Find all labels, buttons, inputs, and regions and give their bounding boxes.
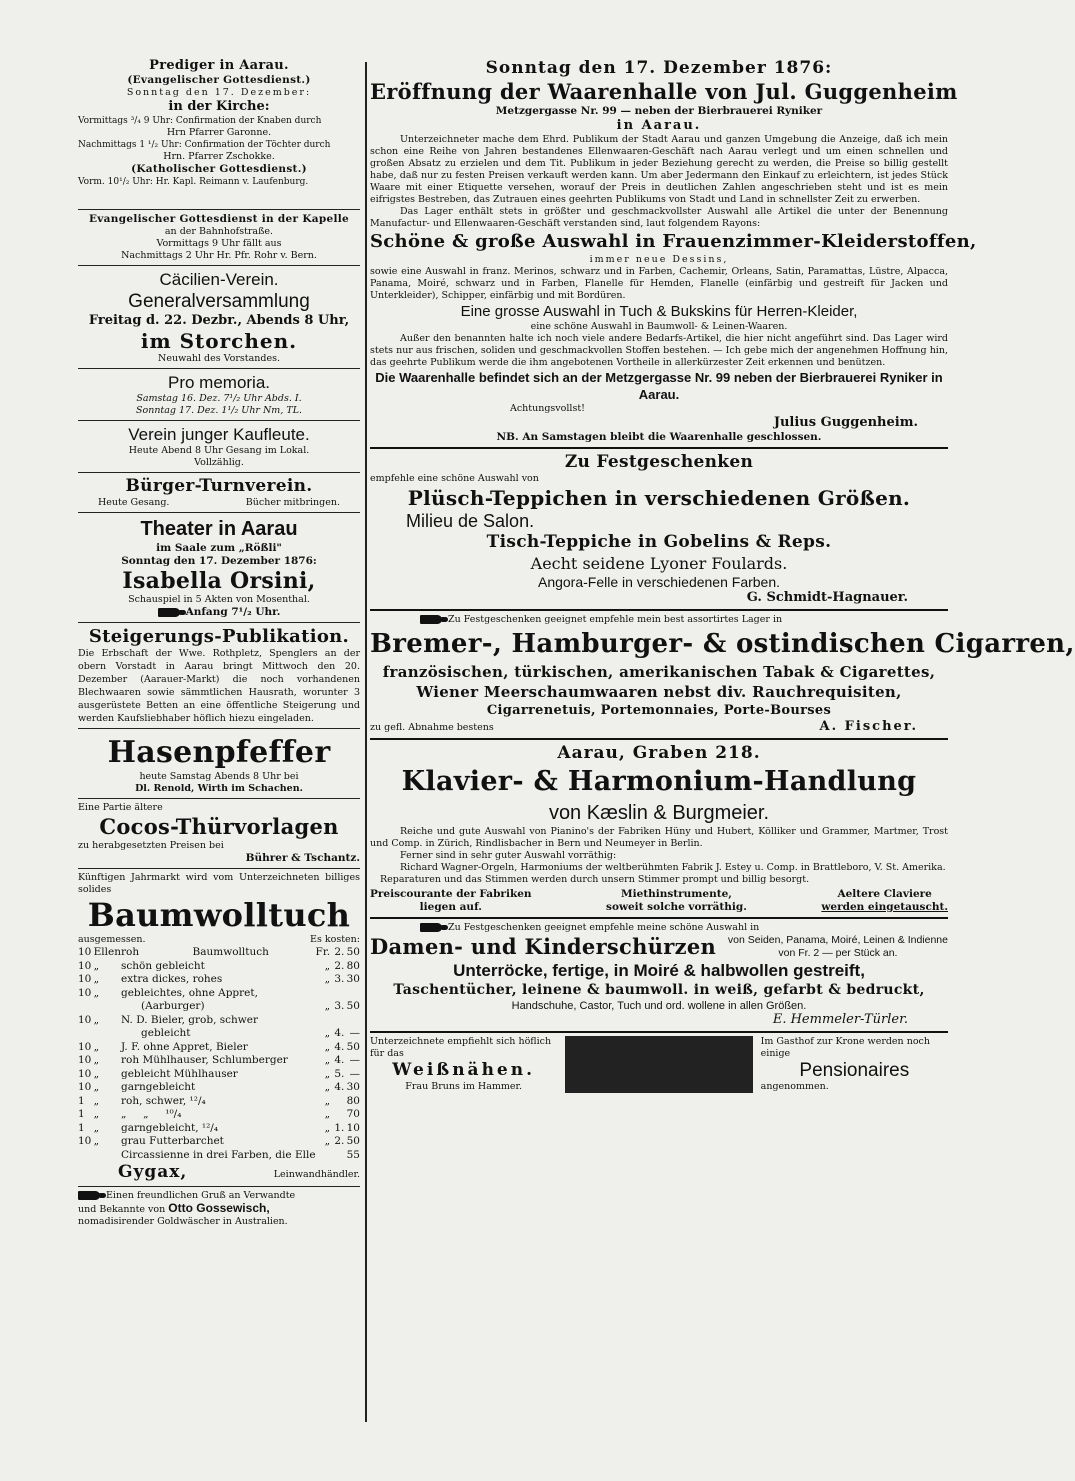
divider <box>78 368 360 369</box>
pointing-hand-icon <box>158 608 180 617</box>
baumwoll-head-left: ausgemessen. <box>78 934 146 945</box>
price-cell-d: roh, schwer, ¹²/₄ <box>121 1094 206 1107</box>
theater-line1: im Saale zum „Rößli" <box>156 542 282 554</box>
bottom-ads <box>370 1036 948 1093</box>
sermon-line3: Vorm. 10¹/₂ Uhr: Hr. Kapl. Reimann v. Laufenburg. <box>78 177 309 187</box>
sermon-line1: Vormittags ³/₄ 9 Uhr: Confirmation der Knaben durch <box>78 116 322 126</box>
sermon-line1b: Hrn Pfarrer Garonne. <box>166 127 272 138</box>
price-cell-s: 50 <box>346 1040 360 1053</box>
theater-line2: Sonntag den 17. Dezember 1876: <box>121 555 317 567</box>
price-cell-p <box>330 1149 344 1163</box>
price-cell-p <box>330 1014 344 1028</box>
price-cell-s: — <box>349 1067 360 1080</box>
hasen-line1: heute Samstag Abends 8 Uhr bei <box>139 771 299 782</box>
price-cell-u: „ <box>93 1121 100 1134</box>
hasen-title: Hasenpfeffer <box>107 735 331 770</box>
hemmeler-ad <box>370 922 948 1028</box>
price-cell-q: 10 <box>78 986 92 999</box>
price-cell-f: „ <box>324 1121 331 1134</box>
hemmeler-line4: Handschuhe, Castor, Tuch und ord. wollene in allen Größen. <box>511 1000 807 1012</box>
price-table-body <box>78 946 360 1162</box>
pointing-hand-icon <box>78 1191 100 1200</box>
divider <box>78 798 360 799</box>
left-column <box>78 58 360 1228</box>
memoria-line2: Sonntag 17. Dez. 1¹/₂ Uhr Nm, TL. <box>135 405 303 416</box>
price-cell-d: (Aarburger) <box>121 1000 205 1012</box>
hasen-notice <box>78 735 360 795</box>
price-row <box>78 1068 360 1082</box>
price-cell-p <box>330 987 344 1001</box>
guggenheim-sign: Julius Guggenheim. <box>773 415 918 430</box>
price-cell-p <box>330 1108 344 1122</box>
divider <box>370 447 948 449</box>
price-cell-u: „ <box>93 1067 100 1080</box>
hemmeler-side2: von Fr. 2 — per Stück an. <box>778 947 898 959</box>
kaeslin-p1: Reiche und gute Auswahl von Pianino's der Fabriken Hüny und Hubert, Kölliker und Grammer, Martmer, Trost und Comp. in Zürich, Rindlisbacher in Bern und Neumeyer in Berlin. <box>370 826 948 849</box>
price-cell-s: 50 <box>346 946 360 958</box>
kaeslin-p3: Richard Wagner-Orgeln, Harmoniums der weltberühmten Fabrik J. Estey u. Comp. in Brattleboro, V. St. Amerika. <box>400 862 946 873</box>
price-cell-s: 80 <box>346 1094 360 1107</box>
right-column <box>370 58 1075 1093</box>
fischer-sign-row <box>370 719 948 735</box>
price-cell-d: Circassienne in drei Farben, die Elle <box>121 1148 316 1161</box>
fischer-line1-row <box>370 614 948 626</box>
price-cell-p: 1. <box>334 1121 345 1134</box>
price-cell-s <box>344 1014 360 1028</box>
price-cell-d: gebleichtes, ohne Appret, <box>121 986 258 999</box>
guggenheim-address: Metzgergasse Nr. 99 — neben der Bierbrauerei Ryniker <box>495 105 823 117</box>
price-cell-s: 10 <box>346 1121 360 1134</box>
baumwoll-sign2: Leinwandhändler. <box>273 1169 360 1180</box>
price-cell-q: 1 <box>78 1094 85 1107</box>
kapelle-title: Evangelischer Gottesdienst in der Kapelle <box>88 213 350 225</box>
kaeslin-title: Klavier- & Harmonium-Handlung <box>401 766 917 797</box>
schmidt-item5: Angora-Felle in verschiedenen Farben. <box>537 574 781 590</box>
guggenheim-dessins: immer neue Dessins, <box>589 254 729 265</box>
guggenheim-ad <box>370 58 977 444</box>
bruns-ad <box>370 1036 557 1093</box>
kaeslin-address: Aarau, Graben 218. <box>557 743 761 763</box>
price-cell-f: „ <box>324 1135 331 1147</box>
guggenheim-nb: NB. An Samstagen bleibt die Waarenhalle geschlossen. <box>496 431 822 443</box>
price-cell-u: „ <box>93 986 100 999</box>
theater-line3: Schauspiel in 5 Akten von Mosenthal. <box>128 594 310 605</box>
price-cell-s <box>344 987 360 1001</box>
price-cell-q <box>78 1000 94 1014</box>
price-cell-f: „ <box>324 1108 331 1120</box>
price-row <box>78 1054 360 1068</box>
cocos-title: Cocos-Thürvorlagen <box>99 814 339 839</box>
price-cell-u <box>94 1027 121 1041</box>
price-cell-q: 10 <box>78 959 92 972</box>
turnverein-lines <box>78 497 360 509</box>
hemmeler-side <box>728 934 948 960</box>
bruns-sign: Frau Bruns im Hammer. <box>405 1081 523 1092</box>
memoria-notice <box>78 372 360 417</box>
kaeslin-p2: Ferner sind in sehr guter Auswahl vorräthig: <box>400 850 617 861</box>
price-cell-u: „ <box>93 1081 100 1093</box>
guggenheim-p5: Außer den benannten halte ich noch viele andere Bedarfs-Artikel, die hier nicht angeführt sind. Das Lager wird stets nur aus frischen, soliden und geschmackvollen Stoffen bestehen. — Ich gebe mich der angenehmen Hoffnung hin, das geehrte Publikum werde die ihm angebotenen Vortheile in allerkürzester Zeit erkennen und benützen. <box>370 333 948 368</box>
divider <box>370 1031 948 1033</box>
krone-line1: Im Gasthof zur Krone werden noch einige <box>760 1036 930 1059</box>
sermon-place: in der Kirche: <box>168 99 270 114</box>
divider <box>370 738 948 740</box>
krone-title: Pensionaires <box>799 1060 910 1081</box>
price-cell-q: 1 <box>78 1121 85 1134</box>
guggenheim-p4: eine schöne Auswahl in Baumwoll- & Leinen-Waaren. <box>530 321 788 332</box>
fischer-line3: Wiener Meerschaumwaaren nebst div. Rauchrequisiten, <box>416 683 902 701</box>
baumwoll-head-right: Es kosten: <box>310 934 360 945</box>
price-row <box>78 1135 360 1149</box>
price-cell-q: 10 <box>78 1040 92 1053</box>
caecilien-date <box>78 313 360 329</box>
price-cell-s: 30 <box>346 1081 360 1093</box>
baumwoll-intro: Künftigen Jahrmarkt wird vom Unterzeichneten billiges solides <box>78 872 360 895</box>
price-cell-p: 2. <box>334 946 345 958</box>
guggenheim-title: Eröffnung der Waarenhalle von Jul. Guggenheim <box>370 79 958 104</box>
price-row <box>78 987 360 1001</box>
kaufleute-line2: Vollzählig. <box>194 457 244 468</box>
price-row <box>78 1014 360 1028</box>
price-cell-u <box>94 1000 121 1014</box>
kaeslin-c2b: soweit solche vorräthig. <box>606 901 747 913</box>
sermon-line2b: Hrn. Pfarrer Zschokke. <box>163 151 275 162</box>
price-cell-d: gebleicht Mühlhauser <box>121 1067 238 1080</box>
price-cell-q: 10 <box>78 1013 92 1026</box>
price-row <box>78 1122 360 1136</box>
baumwoll-sign-row <box>78 1162 360 1183</box>
kaufleute-notice <box>78 424 360 469</box>
divider <box>78 622 360 623</box>
price-table <box>78 946 360 1162</box>
divider <box>78 512 360 513</box>
fischer-line1: Zu Festgeschenken geeignet empfehle mein best assortirtes Lager in <box>448 614 783 625</box>
guggenheim-p2: Das Lager enthält stets in größter und geschmackvollster Auswahl alle Artikel die unter der Benennung Manufactur- und Ellenwaaren-Geschäft verstanden sind, laut folgendem Rayons: <box>370 206 948 229</box>
fischer-sign: A. Fischer. <box>819 719 918 734</box>
sermon-sub2: (Katholischer Gottesdienst.) <box>131 163 307 175</box>
sermon-line2: Nachmittags 1 ¹/₂ Uhr: Confirmation der Töchter durch <box>78 140 331 150</box>
price-cell-u: „ <box>93 973 100 985</box>
price-cell-s: 50 <box>346 1135 360 1147</box>
price-cell-q: 10 <box>78 1067 92 1080</box>
price-cell-q: 10 <box>78 1081 92 1093</box>
price-cell-f: Fr. <box>315 946 331 958</box>
schmidt-item2: Milieu de Salon. <box>406 511 535 531</box>
kapelle-line4: an der Bahnhofstraße. <box>164 226 274 237</box>
hemmeler-title: Damen- und Kinderschürzen <box>370 934 717 959</box>
price-cell-p: 4. <box>334 1054 345 1066</box>
schmidt-line1: empfehle eine schöne Auswahl von <box>370 473 539 484</box>
price-cell-d: roh Baumwolltuch <box>121 946 269 958</box>
krone-line2: angenommen. <box>760 1081 829 1092</box>
schmidt-item4: Aecht seidene Lyoner Foulards. <box>530 554 788 573</box>
price-cell-q: 10 <box>78 1054 92 1066</box>
divider <box>78 472 360 473</box>
theater-start-text: Anfang 7¹/₂ Uhr. <box>185 606 281 618</box>
hemmeler-line1-row <box>370 922 948 934</box>
gruss-notice <box>78 1190 360 1228</box>
schmidt-item3: Tisch-Teppiche in Gobelins & Reps. <box>486 532 832 552</box>
turnverein-line1: Heute Gesang. <box>98 497 170 508</box>
price-row <box>78 1081 360 1095</box>
price-cell-q: 10 <box>78 946 92 958</box>
price-cell-f <box>316 987 331 1001</box>
price-row <box>78 1149 360 1163</box>
schmidt-item1: Plüsch-Teppichen in verschiedenen Größen. <box>407 486 911 510</box>
kaeslin-p4: Reparaturen und das Stimmen werden durch unsern Stimmer prompt und billig besorgt. <box>380 874 810 885</box>
divider <box>78 868 360 869</box>
price-row <box>78 1000 360 1014</box>
price-cell-d: garngebleicht <box>121 1081 196 1093</box>
kaeslin-col2 <box>606 888 747 914</box>
price-cell-p: 2. <box>334 1135 345 1147</box>
krone-ad <box>761 1036 948 1093</box>
hemmeler-line1: Zu Festgeschenken geeignet empfehle meine schöne Auswahl in <box>448 922 760 933</box>
price-cell-p: 5. <box>334 1067 345 1080</box>
kaeslin-firm: von Kæslin & Burgmeier. <box>548 802 770 824</box>
caecilien-notice <box>78 269 360 365</box>
fischer-ad <box>370 614 1075 735</box>
cocos-line1: Eine Partie ältere <box>78 802 163 813</box>
pointing-hand-icon <box>420 615 442 624</box>
baumwoll-head <box>78 934 360 946</box>
bruns-title: Weißnähen. <box>392 1060 536 1080</box>
caecilien-place: im Storchen. <box>140 329 298 353</box>
column-divider <box>565 1036 752 1093</box>
memoria-line1: Samstag 16. Dez. 7¹/₂ Uhr Abds. I. <box>136 393 302 404</box>
price-cell-u: „ <box>93 1135 100 1147</box>
kapelle-notice <box>78 213 360 262</box>
divider <box>78 209 360 210</box>
caecilien-note: Neuwahl des Vorstandes. <box>158 353 280 364</box>
price-cell-u: „ <box>93 1040 100 1053</box>
price-cell-s: 55 <box>346 1148 360 1161</box>
schmidt-ad <box>370 452 948 606</box>
steigerung-title: Steigerungs-Publikation. <box>88 626 350 647</box>
gruss-text2: und Bekannte von <box>78 1204 166 1215</box>
price-cell-u <box>94 1149 121 1163</box>
price-row <box>78 1041 360 1055</box>
guggenheim-p1: Unterzeichneter mache dem Ehrd. Publikum der Stadt Aarau und ganzen Umgebung die Anzeige, daß ich mein schon eine Reihe von Jahren bestandenes Ellenwaaren-Geschäft nach Aarau verlegt und um einen schnellen und großen Absatz zu erzielen und dem Tit. Publikum in jeder Beziehung gerecht zu werden, die Preise so billig gestellt habe, daß nur zu festen Preisen verkauft werden kann. Um aber Jedermann den Einkauf zu erleichtern, ist jedes Stück Waare mit einer Etiquette versehen, worauf der Preis in deutlichen Zahlen angeschrieben steht und ist es mein eifrigstes Bestreben, das Zutrauen eines geehrten Publikums von Stadt und Land in schnellster Zeit zu erwerben. <box>370 134 948 205</box>
gruss-text1: Einen freundlichen Gruß an Verwandte <box>106 1190 296 1201</box>
price-row <box>78 1027 360 1041</box>
price-cell-q: 10 <box>78 973 92 985</box>
price-cell-q: 1 <box>78 1108 85 1120</box>
price-cell-u: „ <box>93 1094 100 1107</box>
turnverein-line2: Bücher mitbringen. <box>245 497 340 508</box>
price-cell-p: 3. <box>334 1000 345 1012</box>
price-cell-f: „ <box>324 1054 331 1066</box>
price-cell-f: „ <box>324 1094 331 1107</box>
steigerung-text: Die Erbschaft der Wwe. Rothpletz, Spenglers an der obern Vorstadt in Aarau bringt Mittwoch den 20. Dezember (Aarauer-Markt) die noch vorhandenen Blechwaaren sowie sämmtlichen Hausrath, worunter 3 ausgerüstete Betten an eine öffentliche Steigerung und werden Kaufsliebhaber höflich hiezu eingeladen. <box>78 648 360 724</box>
kaufleute-line1: Heute Abend 8 Uhr Gesang im Lokal. <box>128 445 310 456</box>
price-cell-s: — <box>349 1027 360 1039</box>
steigerung-notice <box>78 626 360 725</box>
price-cell-s: 80 <box>346 959 360 972</box>
schmidt-sign: G. Schmidt-Hagnauer. <box>746 590 908 605</box>
turnverein-notice <box>78 476 360 509</box>
cocos-line2: zu herabgesetzten Preisen bei <box>78 840 224 851</box>
hemmeler-title-row <box>370 934 948 960</box>
price-cell-q <box>78 1027 94 1041</box>
price-cell-d: extra dickes, rohes <box>121 973 223 985</box>
cocos-sign: Bührer & Tschantz. <box>245 852 360 864</box>
price-cell-f: „ <box>324 1081 331 1093</box>
price-cell-u: „ <box>93 959 100 972</box>
kaeslin-c3a: Aeltere Claviere <box>837 888 932 900</box>
theater-notice <box>78 516 360 619</box>
sermon-notice <box>78 58 360 206</box>
kapelle-line6: Nachmittags 2 Uhr Hr. Pfr. Rohr v. Bern. <box>121 250 317 261</box>
hemmeler-line3: Taschentücher, leinene & baumwoll. in weiß, gefarbt & bedruckt, <box>393 982 925 998</box>
price-cell-f: „ <box>324 1040 331 1053</box>
price-cell-d: grau Futterbarchet <box>121 1135 224 1147</box>
price-row <box>78 973 360 987</box>
theater-title: Theater in Aarau <box>140 518 298 540</box>
guggenheim-bold1: Die Waarenhalle befindet sich an der Metzgergasse Nr. 99 neben der Bierbrauerei Ryniker in Aarau. <box>375 370 943 402</box>
price-cell-d: garngebleicht, ¹²/₄ <box>121 1121 219 1134</box>
kaeslin-ad <box>370 743 948 914</box>
price-cell-p: 4. <box>334 1027 345 1039</box>
price-cell-f <box>316 1149 331 1163</box>
price-cell-f: „ <box>324 1027 331 1039</box>
kaeslin-c1b: liegen auf. <box>419 901 482 913</box>
guggenheim-headline: Schöne & große Auswahl in Frauenzimmer-Kleiderstoffen, <box>370 231 977 252</box>
price-cell-p: 3. <box>334 973 345 985</box>
baumwoll-notice <box>78 872 360 1183</box>
kaeslin-c3b: werden eingetauscht. <box>821 901 948 913</box>
caecilien-heading: Generalversammlung <box>128 291 310 312</box>
divider <box>78 265 360 266</box>
caecilien-title: Cäcilien-Verein. <box>159 270 279 289</box>
sermon-sub1: (Evangelischer Gottesdienst.) <box>127 74 311 86</box>
fischer-line4: Cigarrenetuis, Portemonnaies, Porte-Bourses <box>486 703 832 718</box>
sermon-date: Sonntag den 17. Dezember: <box>126 87 312 98</box>
sermon-title: Prediger in Aarau. <box>149 58 289 73</box>
fischer-line2: französischen, türkischen, amerikanischen Tabak & Cigarettes, <box>382 663 936 681</box>
price-cell-p: 2. <box>334 959 345 972</box>
divider <box>78 420 360 421</box>
price-cell-s: 50 <box>346 1000 360 1012</box>
price-cell-p <box>330 1095 344 1109</box>
price-cell-d: „ „ ¹⁰/₄ <box>121 1108 182 1120</box>
column-divider <box>365 62 367 1422</box>
divider <box>370 917 948 919</box>
price-row <box>78 1095 360 1109</box>
price-cell-s: 30 <box>346 973 360 985</box>
guggenheim-regards: Achtungsvollst! <box>510 403 585 414</box>
baumwoll-title: Baumwolltuch <box>87 896 351 934</box>
hemmeler-line2: Unterröcke, fertige, in Moiré & halbwollen gestreift, <box>453 961 865 980</box>
fischer-line5: zu gefl. Abnahme bestens <box>370 722 494 733</box>
divider <box>78 1186 360 1187</box>
price-cell-u: „ <box>93 1054 100 1066</box>
memoria-title: Pro memoria. <box>167 373 271 392</box>
hasen-line2: Dl. Renold, Wirth im Schachen. <box>135 783 303 794</box>
price-cell-u: Ellen <box>93 946 121 958</box>
guggenheim-headline2: Eine grosse Auswahl in Tuch & Bukskins für Herren-Kleider, <box>460 303 858 320</box>
price-row <box>78 1108 360 1122</box>
price-cell-s: — <box>349 1054 360 1066</box>
price-cell-d: gebleicht <box>121 1027 191 1039</box>
price-cell-d: N. D. Bieler, grob, schwer <box>121 1013 259 1026</box>
price-cell-s: 70 <box>346 1108 360 1120</box>
kapelle-line5: Vormittags 9 Uhr fällt aus <box>156 238 282 249</box>
hemmeler-sign: E. Hemmeler-Türler. <box>772 1012 908 1027</box>
gruss-name: Otto Gossewisch, <box>168 1201 270 1215</box>
baumwoll-sign: Gygax, <box>118 1162 188 1182</box>
guggenheim-city: in Aarau. <box>616 118 702 133</box>
kaeslin-col3 <box>821 888 948 914</box>
price-cell-p: 4. <box>334 1040 345 1053</box>
theater-start <box>78 606 360 619</box>
gruss-line2 <box>78 1202 360 1216</box>
price-cell-q: 10 <box>78 1135 92 1147</box>
guggenheim-p3: sowie eine Auswahl in franz. Merinos, schwarz und in Farben, Cachemir, Orleans, Satin, Paramattas, Lüstre, Alpacca, Panama, Moiré, schwarz und in Farben, Flanelle für Hemden, Flanelle (einfärbig und gestreift für Jacken und Unterkleider), Schipper, einfärbig und mit Bordüren. <box>370 266 948 301</box>
price-cell-f: „ <box>324 1067 331 1080</box>
price-row <box>78 960 360 974</box>
price-cell-p: 4. <box>334 1081 345 1093</box>
kaeslin-sub-row <box>370 888 948 914</box>
turnverein-title: Bürger-Turnverein. <box>125 476 313 496</box>
kaeslin-col1 <box>370 888 532 914</box>
guggenheim-date: Sonntag den 17. Dezember 1876: <box>485 58 833 78</box>
pointing-hand-icon <box>420 923 442 932</box>
fischer-title: Bremer-, Hamburger- & ostindischen Cigarren, <box>370 629 1075 659</box>
price-cell-f: „ <box>324 959 331 972</box>
price-cell-f: „ <box>324 973 331 985</box>
price-cell-f: „ <box>324 1000 331 1012</box>
schmidt-title: Zu Festgeschenken <box>564 452 754 472</box>
price-cell-q <box>78 1149 94 1163</box>
gruss-text3: nomadisirender Goldwäscher in Australien. <box>78 1216 288 1227</box>
kaeslin-c1a: Preiscourante der Fabriken <box>370 888 532 900</box>
divider <box>370 609 948 611</box>
price-row <box>78 946 360 960</box>
theater-play: Isabella Orsini, <box>122 568 316 594</box>
price-cell-f <box>316 1014 331 1028</box>
bruns-line1: Unterzeichnete empfiehlt sich höflich für das <box>370 1036 552 1059</box>
divider <box>78 728 360 729</box>
kaeslin-c2a: Miethinstrumente, <box>620 888 732 900</box>
cocos-notice <box>78 802 360 865</box>
kaufleute-title: Verein junger Kaufleute. <box>128 425 310 444</box>
price-cell-u: „ <box>93 1013 100 1026</box>
price-cell-d: roh Mühlhauser, Schlumberger <box>121 1054 288 1066</box>
price-cell-d: J. F. ohne Appret, Bieler <box>121 1040 248 1053</box>
caecilien-date-text: Freitag d. 22. Dezbr., Abends 8 Uhr, <box>88 313 350 328</box>
price-cell-u: „ <box>93 1108 100 1120</box>
hemmeler-side1: von Seiden, Panama, Moiré, Leinen & Indienne <box>727 934 948 946</box>
price-cell-d: schön gebleicht <box>121 959 205 972</box>
